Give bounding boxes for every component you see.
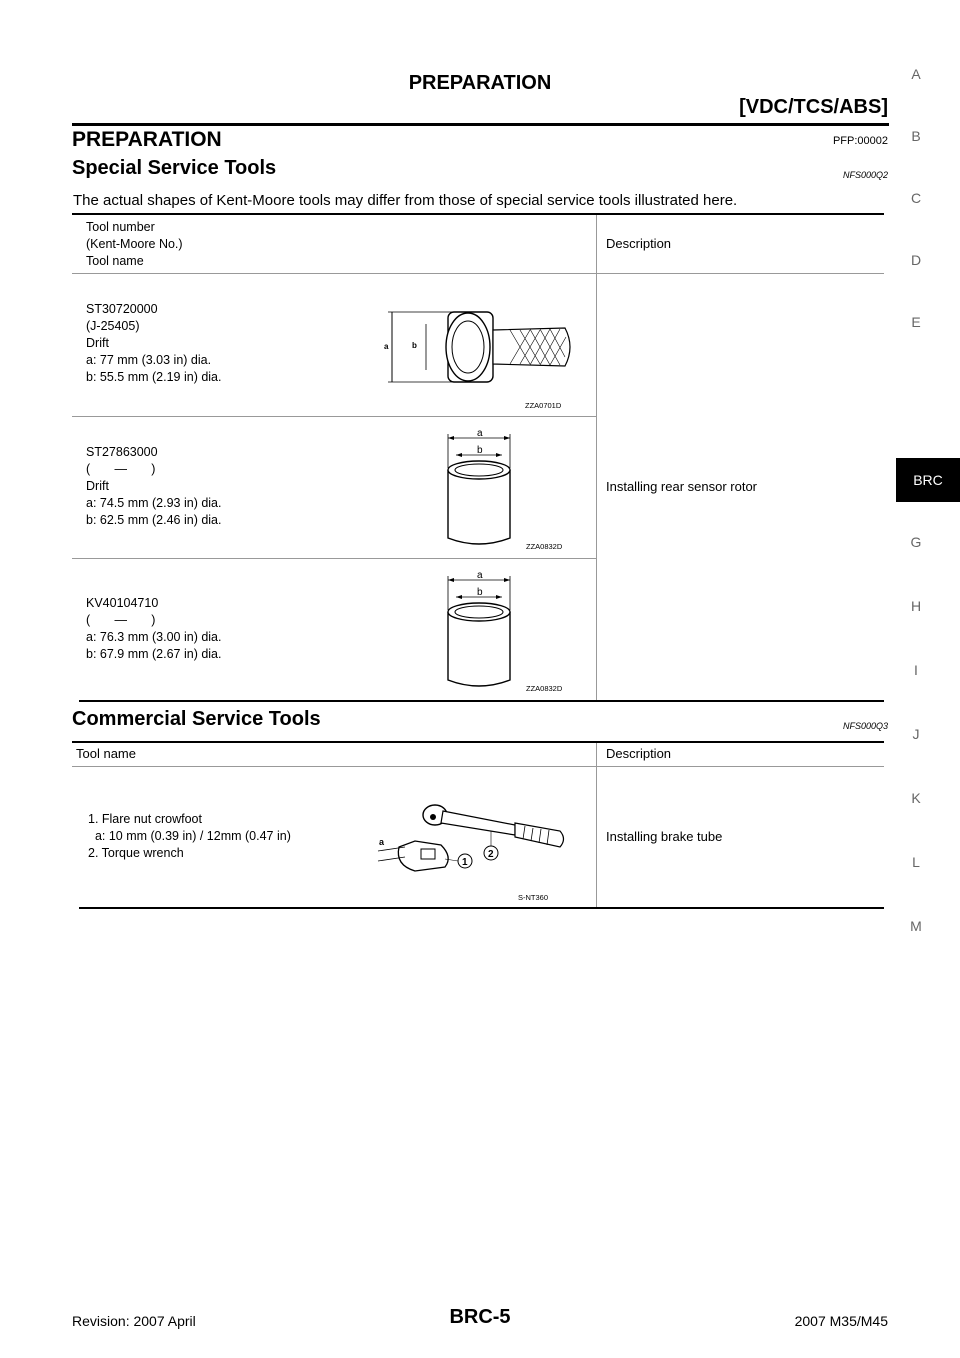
row-description: Installing rear sensor rotor (606, 479, 758, 494)
svg-text:a: a (477, 428, 483, 439)
table-header-description: Description (606, 746, 672, 761)
footer-page-number: BRC-5 (449, 1306, 511, 1328)
svg-text:2: 2 (488, 849, 494, 860)
index-tab-b[interactable]: B (911, 128, 921, 144)
header-rule (72, 123, 889, 126)
svg-text:a: a (477, 570, 483, 581)
row-description: Installing brake tube (606, 829, 723, 844)
index-tab-c[interactable]: C (910, 190, 922, 206)
index-tab-l[interactable]: L (912, 854, 920, 870)
table-top-rule (72, 213, 884, 215)
table-header-tool: Tool number (Kent-Moore No.) Tool name (86, 220, 183, 268)
special-tools-title: Special Service Tools (72, 157, 277, 179)
index-tab-j[interactable]: J (912, 726, 920, 742)
footer-revision: Revision: 2007 April (72, 1313, 196, 1329)
special-tools-code: NFS000Q2 (842, 170, 888, 180)
index-tab-g[interactable]: G (910, 534, 922, 550)
table-header-description: Description (606, 236, 672, 251)
section-title: PREPARATION (72, 128, 222, 151)
table-row: KV40104710 ( — ) a: 76.3 mm (3.00 in) dia. b: 67.9 mm (2.67 in) dia. (86, 596, 222, 661)
svg-text:b: b (412, 341, 417, 350)
index-tab-k[interactable]: K (911, 790, 921, 806)
drift-sleeve-illustration (430, 570, 590, 695)
table-top-rule (72, 741, 884, 743)
table-row: ST30720000 (J-25405) Drift a: 77 mm (3.03 in) dia. b: 55.5 mm (2.19 in) dia. (86, 302, 222, 384)
commercial-tools-code: NFS000Q3 (842, 721, 888, 731)
commercial-tools-title: Commercial Service Tools (72, 708, 321, 730)
table-bottom-rule (79, 907, 884, 909)
running-header-title: PREPARATION (408, 72, 552, 94)
image-code: ZZA0832D (526, 684, 563, 693)
table-row: ST27863000 ( — ) Drift a: 74.5 mm (2.93 in) dia. b: 62.5 mm (2.46 in) dia. (86, 445, 222, 527)
svg-text:b: b (477, 445, 483, 456)
image-code: ZZA0701D (525, 401, 562, 410)
drift-sleeve-illustration (430, 428, 590, 553)
svg-text:b: b (477, 587, 483, 598)
index-tab-d[interactable]: D (910, 252, 922, 268)
index-tab-m[interactable]: M (910, 918, 922, 934)
image-code: ZZA0832D (526, 542, 563, 551)
index-tab-brc[interactable]: BRC (896, 458, 960, 502)
svg-text:a: a (379, 837, 385, 847)
svg-text:1: 1 (462, 857, 468, 868)
footer-model: 2007 M35/M45 (794, 1313, 888, 1329)
table-row: 1. Flare nut crowfoot a: 10 mm (0.39 in) / 12mm (0.47 in) 2. Torque wrench (88, 812, 291, 860)
table-header-tool: Tool name (76, 746, 136, 761)
index-tab-a[interactable]: A (911, 66, 921, 82)
table-bottom-rule (79, 700, 884, 702)
drift-tool-illustration (370, 302, 590, 412)
index-tab-e[interactable]: E (911, 314, 921, 330)
section-code: PFP:00002 (832, 135, 888, 147)
special-tools-intro: The actual shapes of Kent-Moore tools may differ from those of special service tools illustrated here. (73, 192, 738, 209)
image-code: S-NT360 (518, 893, 549, 902)
index-tab-i[interactable]: I (914, 662, 918, 678)
index-tab-h[interactable]: H (910, 598, 922, 614)
svg-text:a: a (384, 342, 389, 351)
running-header-subtitle: [VDC/TCS/ABS] (739, 96, 888, 118)
torque-wrench-illustration (375, 795, 590, 905)
